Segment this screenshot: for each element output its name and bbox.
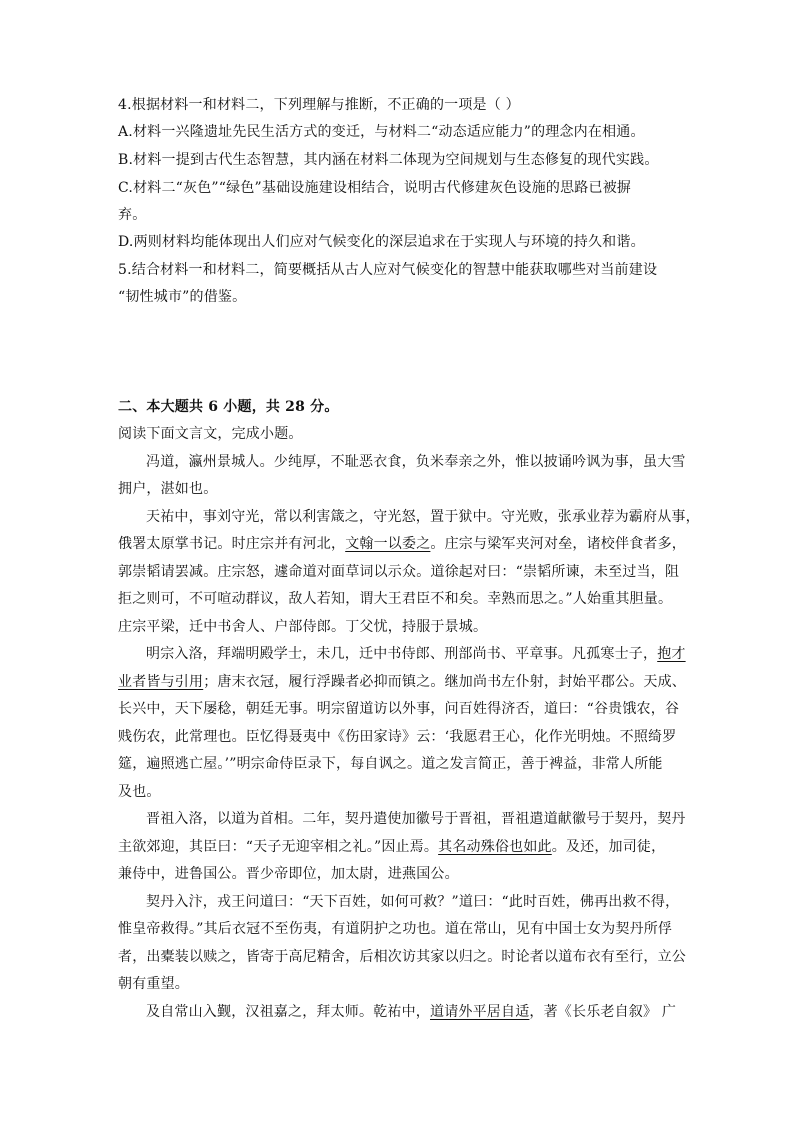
passage-text: 。及还，加司徒， — [551, 839, 666, 855]
underlined-phrase: 抱才 — [657, 646, 686, 662]
passage-p2-line-2 — [118, 534, 687, 554]
passage-p4-line-2 — [118, 837, 678, 857]
passage-p3-line-1 — [146, 644, 706, 664]
passage-p4-line-1: 晋祖入洛，以道为首相。二年，契丹遣使加徽号于晋祖，晋祖遣道献徽号于契丹，契丹 — [146, 811, 686, 827]
passage-p5-line-1: 契丹入汴，戎王问道曰：“天下百姓，如何可救？”道曰：“此时百姓，佛再出救不得， — [146, 894, 680, 910]
passage-p1-line-1: 冯道，瀛州景城人。少纯厚，不耻恶衣食，负米奉亲之外，惟以披诵吟讽为事，虽大雪 — [146, 454, 686, 470]
question-5-line-1: 5.结合材料一和材料二，简要概括从古人应对气候变化的智慧中能获取哪些对当前建设 — [118, 262, 658, 278]
passage-p2-line-3: 郭崇韬请罢减。庄宗怒，遽命道对面草词以示众。道徐起对曰：“崇韬所谏，未至过当，阻 — [118, 564, 680, 580]
passage-p3-line-2 — [118, 672, 687, 692]
section-2-instruction: 阅读下面文言文，完成小题。 — [118, 426, 303, 442]
passage-p5-line-2: 惟皇帝救得。”其后衣冠不至伤夷，有道阴护之功也。道在常山，见有中国士女为契丹所俘 — [118, 921, 673, 937]
passage-p2-line-5: 庄宗平梁，迁中书舍人、户部侍郎。丁父忧，持服于景城。 — [118, 619, 488, 635]
passage-p1-line-2: 拥户，湛如也。 — [118, 481, 218, 497]
passage-p3-line-4: 贱伤农，此常理也。臣忆得聂夷中《伤田家诗》云：‘我愿君王心，化作光明烛。不照绮罗 — [118, 729, 677, 745]
passage-text: ；唐末衣冠，履行浮躁者必抑而镇之。继加尚书左仆射，封始平郡公。天成、 — [203, 674, 687, 690]
passage-text: ，著《长乐老自叙》 广 — [529, 1004, 677, 1020]
underlined-phrase: 业者皆与引用 — [118, 674, 204, 690]
question-4-stem: 4.根据材料一和材料二，下列理解与推断，不正确的一项是（ ） — [118, 97, 520, 113]
passage-text: 主欲郊迎，其臣曰：“天子无迎宰相之礼。”因止焉。 — [118, 839, 439, 855]
passage-text: 明宗入洛，拜端明殿学士，未几，迁中书侍郎、刑部尚书、平章事。凡孤寒士子， — [146, 646, 658, 662]
passage-p6-line-1 — [146, 1002, 706, 1022]
passage-p2-line-1: 天祐中，事刘守光，常以利害箴之，守光怒，置于狱中。守光败，张承业荐为霸府从事， — [146, 509, 700, 525]
underlined-phrase: 文翰一以委之 — [345, 536, 431, 552]
passage-p5-line-3: 者，出橐装以赎之，皆寄于高尼精舍，后相次访其家以归之。时论者以道布衣有至行，立公 — [118, 949, 686, 965]
passage-p5-line-4: 朝有重望。 — [118, 976, 189, 992]
question-4-option-c-cont: 弃。 — [118, 207, 147, 223]
question-4-option-a: A.材料一兴隆遗址先民生活方式的变迁，与材料二“动态适应能力”的理念内在相通。 — [118, 124, 645, 140]
question-4-option-b: B.材料一提到古代生态智慧，其内涵在材料二体现为空间规划与生态修复的现代实践。 — [118, 152, 659, 168]
passage-p3-line-5: 筵，遍照逃亡屋。’”明宗命侍臣录下，每自讽之。道之发言简正，善于裨益，非常人所能 — [118, 756, 663, 772]
passage-p3-line-6: 及也。 — [118, 784, 161, 800]
passage-p3-line-3: 长兴中，天下屡稔，朝廷无事。明宗留道访以外事，问百姓得济否，道曰：“谷贵饿农，谷 — [118, 701, 680, 717]
passage-p4-line-3: 兼侍中，进鲁国公。晋少帝即位，加太尉，进燕国公。 — [118, 866, 459, 882]
underlined-phrase: 其名动殊俗也如此 — [438, 839, 552, 855]
passage-text: 及自常山入觐，汉祖嘉之，拜太师。乾祐中， — [146, 1004, 430, 1020]
passage-text: 。庄宗与梁军夹河对垒，诸校伴食者多， — [430, 536, 687, 552]
underlined-phrase: 道请外平居自适 — [430, 1004, 530, 1020]
section-2-heading: 二、本大题共 6 小题，共 28 分。 — [118, 399, 339, 415]
passage-text: 俄署太原掌书记。时庄宗并有河北， — [118, 536, 346, 552]
question-4-option-c: C.材料二“灰色”“绿色”基础设施建设相结合，说明古代修建灰色设施的思路已被摒 — [118, 180, 632, 196]
passage-p2-line-4: 拒之则可，不可喧动群议，敌人若知，谓大王君臣不和矣。幸熟而思之。”人始重其胆量。 — [118, 591, 673, 607]
question-5-line-2: “韧性城市”的借鉴。 — [118, 289, 247, 305]
question-4-option-d: D.两则材料均能体现出人们应对气候变化的深层追求在于实现人与环境的持久和谐。 — [118, 234, 645, 250]
